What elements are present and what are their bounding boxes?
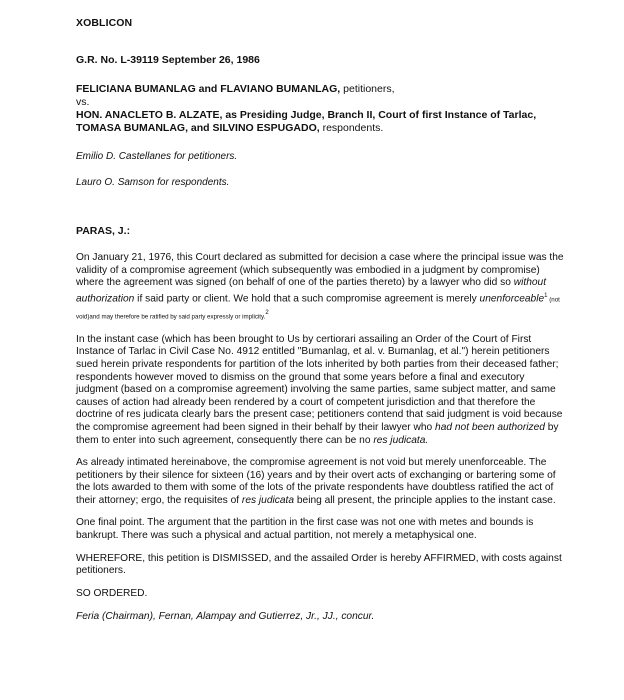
p1-italic-b: without authorization <box>76 277 547 305</box>
petitioners-names: FELICIANA BUMANLAG and FLAVIANO BUMANLAG, <box>76 83 341 95</box>
concurring-justices: Feria (Chairman), Fernan, Alampay and Gutierrez, Jr., JJ., concur. <box>76 610 375 622</box>
paragraph-5: WHEREFORE, this petition is DISMISSED, and the assailed Order is hereby AFFIRMED, with costs against petitioners. <box>76 552 562 577</box>
brand-header: XOBLICON <box>76 17 133 29</box>
paragraph-1 <box>76 252 568 324</box>
p2-text-c: by them to enter into such agreement, consequently there can be no <box>76 421 559 446</box>
footnote-2[interactable]: 2 <box>265 309 269 316</box>
p1-text-c: if said party or client. We hold that a such compromise agreement is merely <box>134 293 480 305</box>
footnote-1[interactable]: 1 <box>544 292 548 299</box>
respondents-label: respondents. <box>319 122 384 134</box>
paragraph-4: One final point. The argument that the partition in the first case was not one with metes and bounds is bankrupt. There was such a physical and actual partition, not merely a metaphysical one. <box>76 517 534 542</box>
p2-italic-d: res judicata. <box>373 434 429 446</box>
p3-italic-b: res judicata <box>241 494 295 506</box>
case-parties <box>76 83 568 135</box>
p3-text-c: being all present, the principle applies to the instant case. <box>294 494 556 506</box>
versus-label: vs. <box>76 96 90 108</box>
p1-text-a: On January 21, 1976, this Court declared as submitted for decision a case where the principal issue was the validity of a compromise agreement (which subsequently was embodied in a judgment by compromise) where the agreement was signed (on behalf of one of the parties thereto) by a lawyer who did so <box>76 252 564 289</box>
p1-italic-d: unenforceable <box>479 293 545 305</box>
petitioners-label: petitioners, <box>340 83 395 95</box>
case-number: G.R. No. L-39119 September 26, 1986 <box>76 54 260 66</box>
respondent-judge: HON. ANACLETO B. ALZATE, as Presiding Judge, Branch II, Court of first Instance of Tarlac, <box>76 109 537 121</box>
counsel-respondents: Lauro O. Samson for respondents. <box>76 177 230 188</box>
p2-italic-b: had not been authorized <box>435 421 545 433</box>
so-ordered: SO ORDERED. <box>76 587 148 599</box>
ponente: PARAS, J.: <box>76 225 131 237</box>
counsel-petitioners: Emilio D. Castellanes for petitioners. <box>76 151 238 162</box>
paragraph-2 <box>76 334 568 447</box>
respondents-names: TOMASA BUMANLAG, and SILVINO ESPUGADO, <box>76 122 320 134</box>
p1-small-note: (not void)and may therefore be ratified by said party expressly or implicity. <box>76 296 560 321</box>
paragraph-3 <box>76 457 568 507</box>
p2-text-a: In the instant case (which has been brought to Us by certiorari assailing an Order of the Court of First Instance of Tarlac in Civil Case No. 4912 entitled "Bumanlag, et al. v. Bumanlag, et al.") herein petitioners sued herein private respondents for partition of the lots inherited by both parties from their deceased father; respondents however moved to dismiss on the ground that some years before a final and executory judgment (based on a compromise agreement) involving the same parties, same subject matter, and same causes of action had already been rendered by a court of competent jurisdiction and that therefore the doctrine of res judicata clearly bars the present case; petitioners contend that said judgment is void because the compromise agreement had been signed in their behalf by their lawyer who <box>76 333 563 433</box>
p3-text-a: As already intimated hereinabove, the compromise agreement is not void but merely unenforceable. The petitioners by their silence for sixteen (16) years and by their overt acts of exchanging or bartering some of the lots awarded to them with some of the lots of the private respondents have doubtless ratified the act of their attorney; ergo, the requisites of <box>76 457 556 506</box>
